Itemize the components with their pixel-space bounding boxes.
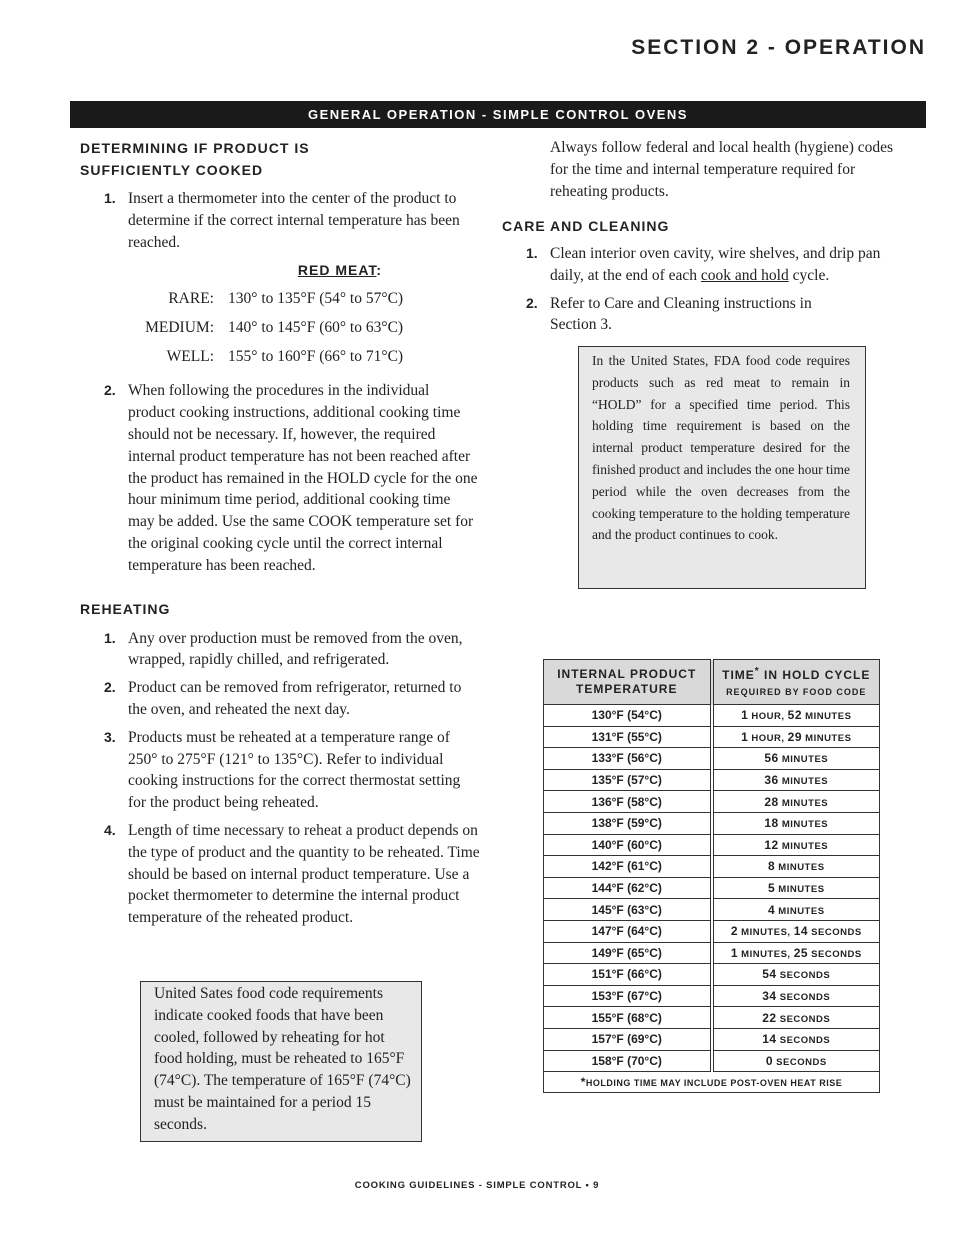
- left-column: [80, 137, 480, 929]
- table-row: 142°F (61°C) 8 MINUTES: [544, 856, 880, 878]
- reheating-item-1: 1. Any over production must be removed from the oven, wrapped, rapidly chilled, and refrigerated.: [104, 629, 463, 669]
- reheat-code-note: United Sates food code requirements indicate cooked foods that have been cooled, followed by reheating for hot food holding, must be reheated to 165°F (74°C). The temperature of 165°F (74°C) must be maintained for a period 15 seconds.: [140, 981, 422, 1142]
- determining-item-1: 1. Insert a thermometer into the center of the product to determine if the correct internal temperature has been reached.: [104, 190, 460, 251]
- reheating-item-2: 2. Product can be removed from refrigerator, returned to the oven, and reheated the next day.: [104, 679, 462, 718]
- care-cleaning-heading: CARE AND CLEANING: [502, 218, 670, 234]
- right-column: [502, 137, 902, 336]
- table-row: 140°F (60°C) 12 MINUTES: [544, 834, 880, 856]
- care-item-1: 1. Clean interior oven cavity, wire shelves, and drip pan daily, at the end of each cook and hold cycle.: [526, 245, 881, 284]
- red-meat-row: MEDIUM: 140° to 145°F (60° to 63°C): [145, 319, 404, 337]
- red-meat-table: [80, 284, 480, 371]
- table-row: 155°F (68°C) 22 SECONDS: [544, 1007, 880, 1029]
- determining-heading: DETERMINING IF PRODUCT IS SUFFICIENTLY COOKED: [80, 140, 310, 178]
- section-banner: GENERAL OPERATION - SIMPLE CONTROL OVENS: [70, 101, 926, 128]
- reheating-heading: REHEATING: [80, 600, 171, 617]
- col-header-temperature: INTERNAL PRODUCT TEMPERATURE: [544, 660, 712, 705]
- fda-note: In the United States, FDA food code requires products such as red meat to remain in “HOLD” for a specified time period. This holding time requirement is based on the internal product temperature desired for the finished product and includes the one hour time period while the oven decreases from the cooking temperature to the holding temperature and the product continues to cook.: [578, 346, 866, 589]
- page-title: SECTION 2 - OPERATION: [631, 36, 926, 59]
- table-row: 136°F (58°C) 28 MINUTES: [544, 791, 880, 813]
- red-meat-heading: RED MEAT:: [297, 262, 383, 279]
- table-footnote-row: [544, 1072, 880, 1093]
- table-row: 157°F (69°C) 14 SECONDS: [544, 1028, 880, 1050]
- care-item-2: 2. Refer to Care and Cleaning instructions in Section 3.: [526, 294, 812, 334]
- health-code-intro: Always follow federal and local health (hygiene) codes for the time and internal temperature required for reheating products.: [550, 139, 894, 200]
- hold-table-body: [544, 705, 880, 1093]
- reheating-item-4: 4. Length of time necessary to reheat a product depends on the type of product and the quantity to be reheated. Time should be based on internal product temperature. Use a pocket thermometer to determine the internal product temperature of the reheated product.: [104, 821, 480, 927]
- determining-item-2: 2. When following the procedures in the individual product cooking instructions, additional cooking time should not be necessary. If, however, the required internal product temperature has not been reached after the product has remained in the HOLD cycle for the one hour minimum time period, additional cooking time may be added. Use the same COOK temperature set for the original cooking cycle until the correct internal temperature has been reached.: [104, 382, 478, 574]
- table-row: 145°F (63°C) 4 MINUTES: [544, 899, 880, 921]
- table-row: 133°F (56°C) 56 MINUTES: [544, 748, 880, 770]
- table-row: 147°F (64°C) 2 MINUTES, 14 SECONDS: [544, 920, 880, 942]
- reheating-item-3: 3. Products must be reheated at a temperature range of 250° to 275°F (121° to 135°C). Refer to individual cooking instructions for the correct thermostat setting for the product being reheated.: [104, 728, 461, 812]
- col-header-time: TIME* IN HOLD CYCLE REQUIRED BY FOOD CODE: [712, 660, 880, 705]
- red-meat-row: WELL: 155° to 160°F (66° to 71°C): [166, 348, 404, 366]
- page-footer: COOKING GUIDELINES - SIMPLE CONTROL • 9: [354, 1180, 600, 1191]
- table-row: 158°F (70°C) 0 SECONDS: [544, 1050, 880, 1072]
- table-row: 153°F (67°C) 34 SECONDS: [544, 985, 880, 1007]
- table-row: 151°F (66°C) 54 SECONDS: [544, 964, 880, 986]
- table-row: 138°F (59°C) 18 MINUTES: [544, 812, 880, 834]
- table-footnote: *HOLDING TIME MAY INCLUDE POST-OVEN HEAT RISE: [544, 1072, 880, 1093]
- table-row: 144°F (62°C) 5 MINUTES: [544, 877, 880, 899]
- table-row: 130°F (54°C) 1 HOUR, 52 MINUTES: [544, 705, 880, 727]
- table-row: 131°F (55°C) 1 HOUR, 29 MINUTES: [544, 726, 880, 748]
- table-row: 135°F (57°C) 36 MINUTES: [544, 769, 880, 791]
- red-meat-row: RARE: 130° to 135°F (54° to 57°C): [168, 290, 404, 308]
- table-row: 149°F (65°C) 1 MINUTES, 25 SECONDS: [544, 942, 880, 964]
- table-header-row: [544, 660, 880, 705]
- hold-time-table: [543, 659, 880, 1093]
